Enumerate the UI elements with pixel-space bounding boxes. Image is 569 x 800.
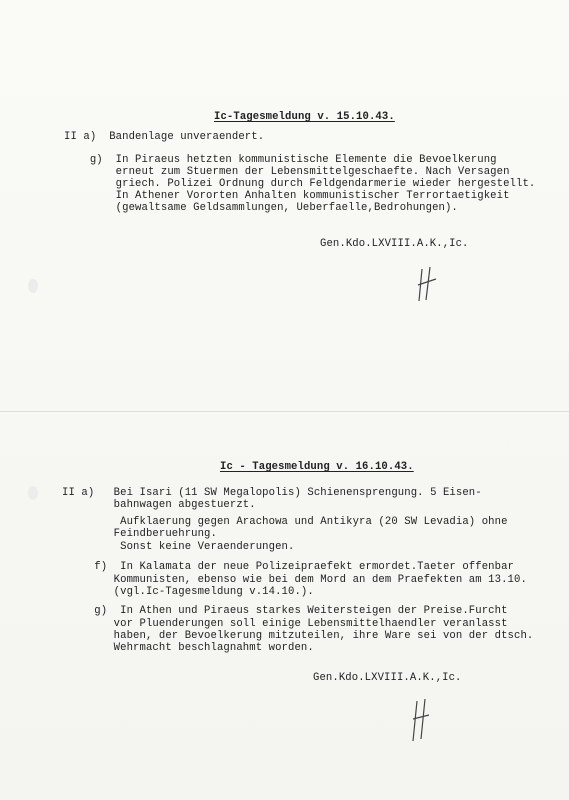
report2-line: II a) Bei Isari (11 SW Megalopolis) Schienensprengung. 5 Eisen- [62, 487, 482, 499]
report1-line: griech. Polizei Ordnung durch Feldgendarmerie wieder hergestellt. [64, 178, 536, 190]
report1-line: In Athener Vororten Anhalten kommunistischer Terrortaetigkeit [64, 190, 510, 202]
report2-line: f) In Kalamata der neue Polizeipraefekt ermordet.Taeter offenbar [62, 561, 515, 573]
report2-line: Kommunisten, ebenso wie bei dem Mord an dem Praefekten am 13.10. [62, 574, 527, 586]
report1-line: g) In Piraeus hetzten kommunistische Elemente die Bevoelkerung [64, 154, 497, 166]
report1-line: (gewaltsame Geldsammlungen, Ueberfaelle,Bedrohungen). [64, 202, 458, 214]
report1-title: Ic-Tagesmeldung v. 15.10.43. [214, 111, 395, 123]
report2-line: (vgl.Ic-Tagesmeldung v.14.10.). [62, 586, 314, 598]
report2-line: g) In Athen und Piraeus starkes Weitersteigen der Preise.Furcht [62, 605, 508, 617]
report2-line: Aufklaerung gegen Arachowa und Antikyra (20 SW Levadia) ohne [62, 516, 508, 528]
report2-signature-line: Gen.Kdo.LXVIII.A.K.,Ic. [313, 672, 462, 684]
report2-line: vor Pluenderungen soll einige Lebensmittelhaendler veranlasst [62, 618, 508, 630]
report2-title: Ic - Tagesmeldung v. 16.10.43. [220, 461, 414, 473]
punch-hole [28, 486, 38, 500]
report2-line: Sonst keine Veraenderungen. [62, 541, 295, 553]
handwritten-signature [407, 697, 435, 745]
report2-line: haben, der Bevoelkerung mitzuteilen, ihre Ware sei von der dtsch. [62, 630, 534, 642]
punch-hole [28, 279, 38, 293]
handwritten-signature [414, 265, 444, 303]
report1-line: erneut zum Stuermen der Lebensmittelgeschaefte. Nach Versagen [64, 166, 510, 178]
report1-signature-line: Gen.Kdo.LXVIII.A.K.,Ic. [320, 238, 469, 250]
paper-fold-line [0, 411, 569, 412]
report2-line: Wehrmacht beschlagnahmt worden. [62, 642, 314, 654]
report2-line: bahnwagen abgestuerzt. [62, 499, 256, 511]
report2-line: Feindberuehrung. [62, 528, 217, 540]
report1-line: II a) Bandenlage unveraendert. [64, 131, 265, 143]
